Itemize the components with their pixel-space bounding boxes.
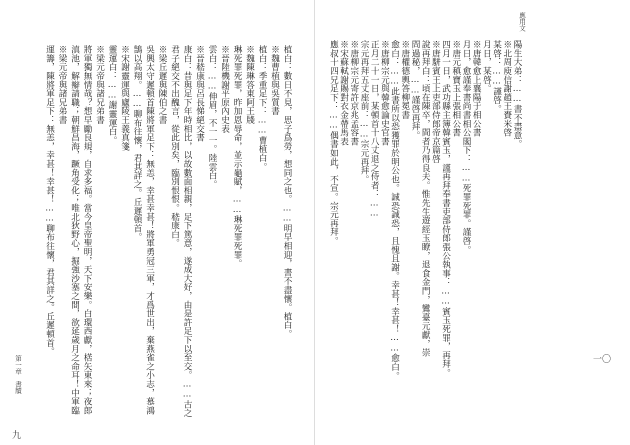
text-column: ※魏陳琳答東阿王牋 bbox=[244, 45, 255, 125]
right-page bbox=[315, 0, 630, 445]
text-column: ※晉嵇康與呂長悌絕交書 bbox=[194, 45, 205, 142]
text-column: ※梁元帝與諸兄弟書 bbox=[94, 45, 105, 125]
text-column: ※唐駢賓王上吏部侍郎帝京篇啓 bbox=[430, 40, 441, 164]
text-column: 問過秘，……謹啓再拜。 bbox=[410, 40, 420, 140]
text-column: 某啓：……謹啓。 bbox=[491, 40, 502, 114]
text-column: 靈運白：……謝靈運白。 bbox=[107, 45, 117, 145]
text-column: 四月一日，武功縣主簿韓賓玉，謹再拜奉書吏部侍郎張公執事：……賓玉死罪，再拜。 bbox=[440, 40, 451, 378]
text-column: ※晉陸機謝平原內史表 bbox=[219, 45, 230, 133]
text-column: ※宋蘇軾謝賜對衣金帶馬表 bbox=[338, 40, 349, 146]
text-column: 琳死罪死罪，昨加恩辱命，並示龜賦，……琳死罪死罪。 bbox=[232, 45, 242, 268]
text-column: 愈白：……此書所以恐獲罪於明公也。誠恐誠恐，且愧且謝。幸甚！幸甚！……愈白。 bbox=[389, 40, 400, 380]
text-column: 正月二十一日，某頓首十八丈退之侍者：…… bbox=[369, 40, 380, 219]
text-column: 吳興太守遲頓首陳將軍足下：無恙，幸甚幸甚！將軍勇冠三軍，才爲世出，棄燕雀之小志，慕鴻 bbox=[144, 45, 155, 415]
text-column: 康白：昔與足下年時相比，以故數面相親，足下篤意，遂成大好，由是許足下以至交。……古之 bbox=[182, 45, 192, 418]
text-column: ※梁元帝與諸兄弟書 bbox=[57, 45, 67, 125]
text-column: 植白：季重足下：……曹植白。 bbox=[257, 45, 267, 171]
text-column: ※唐柳宗元與韓愈論史官書 bbox=[379, 40, 390, 146]
text-column: 植白：數日不見，思子爲勞，想同之也。……明早相迎，書不盡懷。植白。 bbox=[282, 45, 292, 339]
text-column: 說再拜白：頃在陳卒，間者乃得良夫。惟先生遊經玉瞭，退食金門，鸞臺元獻，崇 bbox=[420, 40, 431, 357]
text-column: 雲白：……伸眉，不一一。陸雲白。 bbox=[207, 45, 217, 189]
text-column: ※唐柳宗元寄許京兆孟容書 bbox=[348, 40, 359, 146]
text-column: 鵠以高翔。……聊布往懷，君其詳之。丘遲頓首。 bbox=[132, 45, 142, 242]
text-column: 君子絕交不出醜言，從此別矣，臨別恨恨。嵇康白。 bbox=[169, 45, 180, 248]
text-column: ※魏曹植與吳質書 bbox=[269, 45, 280, 116]
text-column: 運籌，陳將軍足下：無恙，幸甚！幸甚！……聊布往懷，君其詳之。丘遲頓首。 bbox=[44, 45, 55, 356]
text-column: ※唐權德輿答柳冕書 bbox=[399, 40, 410, 120]
text-column: ※宋謝靈運與廬陵王義真箋 bbox=[119, 45, 130, 151]
text-column: 月日，某啓。 bbox=[481, 40, 492, 93]
page-number: 一〇 bbox=[593, 355, 612, 365]
text-column: ※北周庾信謝趙王賚米啓 bbox=[501, 40, 512, 137]
text-column: ※梁丘遲與陳伯之書 bbox=[157, 45, 167, 125]
text-column: 應叔十四兄足下：……偶書如此，不宣。宗元再拜。 bbox=[328, 40, 339, 246]
page-header: 第一章 書牘 bbox=[14, 355, 22, 394]
text-column: 滇池，解辮請職；朝鮮昌海，蹶角受化；唯北狄野心，掘強沙塞之間，欲延歲月之命耳！中軍臨 bbox=[69, 45, 80, 415]
page-header: 應用文 bbox=[518, 12, 526, 32]
text-column: 月日，愈謹奉書尚書相公閣下：……死罪死罪。謹啓。 bbox=[461, 40, 471, 254]
text-column: ※唐元稹寶玉上張相公書 bbox=[450, 40, 461, 137]
text-column: ※唐韓愈上襄陽于相公書 bbox=[471, 40, 482, 137]
text-column: 將軍獨無情哉？想早勵良規，自求多福。當今皇帝聖明，天下安樂。白環西獻，楛矢東來；夜郎 bbox=[82, 45, 92, 415]
text-column: 陽生大弟：……書不盡意。 bbox=[512, 40, 522, 149]
page-number: 九 bbox=[12, 431, 22, 441]
text-column: 宗元再拜五丈座前：……宗元再拜。 bbox=[359, 40, 369, 184]
